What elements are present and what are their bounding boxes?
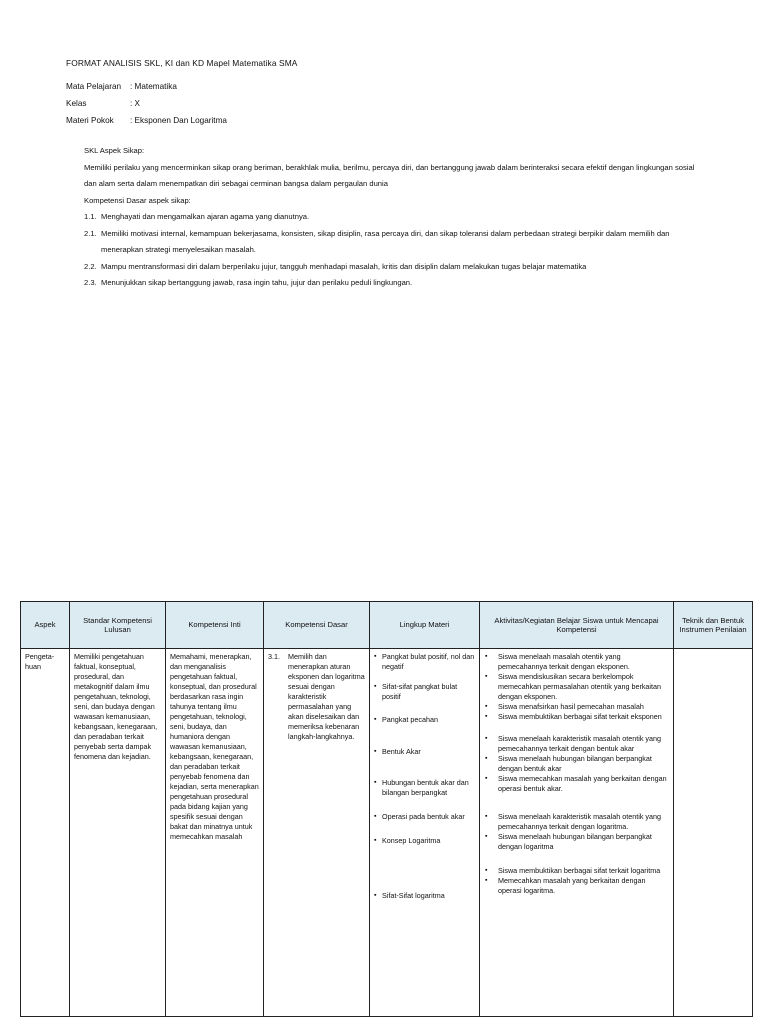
list-item: ▪ Hubungan bentuk akar dan bilangan berpangkat — [374, 778, 475, 798]
meta-value: : Matematika — [130, 82, 177, 91]
meta-label: Mata Pelajaran — [66, 82, 122, 91]
item-text: Menunjukkan sikap bertanggung jawab, rasa ingin tahu, jujur dan perilaku peduli lingkungan. — [101, 278, 413, 287]
kd-text: Memilih dan menerapkan aturan eksponen dan logaritma sesuai dengan karakteristik permasalahan yang akan diselesaikan dan memeriksa kebenaran langkah-langkahnya. — [288, 652, 365, 741]
item-number: 1.1. — [84, 212, 97, 221]
table-header-row — [21, 602, 753, 649]
meta-topic — [66, 116, 227, 125]
skl-heading: SKL Aspek Sikap: — [84, 146, 145, 155]
list-item: ▪ Operasi pada bentuk akar — [374, 812, 475, 822]
kd-attitude-list — [84, 209, 704, 292]
item-number: 2.1. — [84, 228, 97, 238]
list-item — [84, 226, 704, 259]
list-item: ▪ Siswa membuktikan berbagai sifat terkait eksponen — [484, 712, 669, 722]
item-text: Mampu mentransformasi diri dalam berperilaku jujur, tangguh menhadapi masalah, kritis dan disiplin dalam melakukan tugas belajar matematika — [101, 261, 587, 271]
activity-group-eksponen — [484, 652, 669, 722]
cell-kd — [264, 649, 370, 1017]
table-row — [21, 649, 753, 1017]
meta-subject — [66, 82, 177, 91]
meta-label: Kelas — [66, 99, 87, 108]
list-item: ▪ Siswa menelaah masalah otentik yang pemecahannya terkait dengan eksponen. — [484, 652, 669, 672]
skl-section — [84, 143, 704, 292]
item-number: 2.3. — [84, 278, 97, 287]
list-item: ▪ Siswa menelaah hubungan bilangan berpangkat dengan logaritma — [484, 832, 669, 852]
cell-lingkup-materi — [370, 649, 480, 1017]
list-item: ▪ Konsep Logaritma — [374, 836, 475, 846]
meta-value: : X — [130, 99, 141, 108]
skl-text: Memiliki perilaku yang mencerminkan sikap orang beriman, berakhlak mulia, berilmu, percaya diri, dan bertanggung jawab dalam berinteraksi secara efektif dengan lingkungan sosial dan alam serta dalam menempatkan diri sebagai cerminan bangsa dalam pergaulan dunia — [84, 162, 695, 188]
cell-skl: Memiliki pengetahuan faktual, konseptual, prosedural, dan metakognitif dalam ilmu pengetahuan, teknologi, seni, dan budaya dengan wawasan kemanusiaan, kebangsaan, kenegaraan, dan peradaban terkait penyebab serta dampak fenomena dan kejadian. — [70, 649, 166, 1017]
cell-teknik-penilaian — [674, 649, 753, 1017]
list-item: ▪ Sifat-Sifat logaritma — [374, 891, 475, 901]
list-item: ▪ Siswa mendiskusikan secara berkelompok memecahkan permasalahan otentik yang berkaitan dengan eksponen. — [484, 672, 669, 702]
item-number: 2.2. — [84, 261, 97, 271]
header-lingkup-materi: Lingkup Materi — [370, 602, 480, 649]
header-teknik-penilaian: Teknik dan Bentuk Instrumen Penilaian — [674, 602, 753, 649]
header-aktivitas: Aktivitas/Kegiatan Belajar Siswa untuk Mencapai Kompetensi — [480, 602, 674, 649]
kd-number: 3.1. — [268, 652, 280, 661]
meta-label: Materi Pokok — [66, 116, 114, 125]
list-item — [84, 275, 704, 292]
header-ki: Kompetensi Inti — [166, 602, 264, 649]
list-item: ▪ Siswa menelaah karakteristik masalah otentik yang pemecahannya terkait dengan bentuk akar — [484, 734, 669, 754]
activity-group-logaritma — [484, 812, 669, 852]
activity-group-akar — [484, 734, 669, 794]
header-kd: Kompetensi Dasar — [264, 602, 370, 649]
list-item: ▪ Siswa memecahkan masalah yang berkaitan dengan operasi bentuk akar. — [484, 774, 669, 794]
list-item: ▪ Pangkat bulat positif, nol dan negatif — [374, 652, 475, 672]
meta-class — [66, 99, 140, 108]
cell-ki: Memahami, menerapkan, dan menganalisis pengetahuan faktual, konseptual, dan prosedural berdasarkan rasa ingin tahunya tentang ilmu pengetahuan, teknologi, seni, budaya, dan humaniora dengan wawasan kemanusiaan, kebangsaan, kenegaraan, dan peradaban terkait penyebab fenomena dan kejadian, serta menerapkan pengetahuan prosedural pada bidang kajian yang spesifik sesuai dengan bakat dan minatnya untuk memecahkan masalah — [166, 649, 264, 1017]
list-item: ▪ Pangkat pecahan — [374, 715, 475, 725]
list-item — [84, 259, 704, 276]
activity-group-sifat-logaritma — [484, 866, 669, 896]
list-item: ▪ Siswa menelaah karakteristik masalah otentik yang pemecahannya terkait dengan logaritma. — [484, 812, 669, 832]
list-item: ▪ Siswa menelaah hubungan bilangan berpangkat dengan bentuk akar — [484, 754, 669, 774]
list-item: ▪ Bentuk Akar — [374, 747, 475, 757]
list-item — [84, 209, 704, 226]
cell-aktivitas — [480, 649, 674, 1017]
list-item: ▪ Siswa membuktikan berbagai sifat terkait logaritma — [484, 866, 669, 876]
header-aspek: Aspek — [21, 602, 70, 649]
kd-heading: Kompetensi Dasar aspek sikap: — [84, 195, 191, 205]
meta-value: : Eksponen Dan Logaritma — [130, 116, 227, 125]
list-item: ▪ Sifat-sifat pangkat bulat positif — [374, 682, 475, 702]
document-title: FORMAT ANALISIS SKL, KI dan KD Mapel Matematika SMA — [66, 58, 298, 68]
item-text: Menghayati dan mengamalkan ajaran agama yang dianutnya. — [101, 212, 310, 221]
item-text: Memiliki motivasi internal, kemampuan bekerjasama, konsisten, sikap disiplin, rasa percaya diri, dan sikap toleransi dalam perbedaan strategi berpikir dalam memilih dan menerapkan strategi menyelesaikan masalah. — [101, 228, 670, 254]
list-item: ▪ Siswa menafsirkan hasil pemecahan masalah — [484, 702, 669, 712]
header-skl: Standar Kompetensi Lulusan — [70, 602, 166, 649]
cell-aspek: Pengeta-huan — [21, 649, 70, 1017]
analysis-table — [20, 601, 753, 1017]
list-item: ▪ Memecahkan masalah yang berkaitan dengan operasi logaritma. — [484, 876, 669, 896]
